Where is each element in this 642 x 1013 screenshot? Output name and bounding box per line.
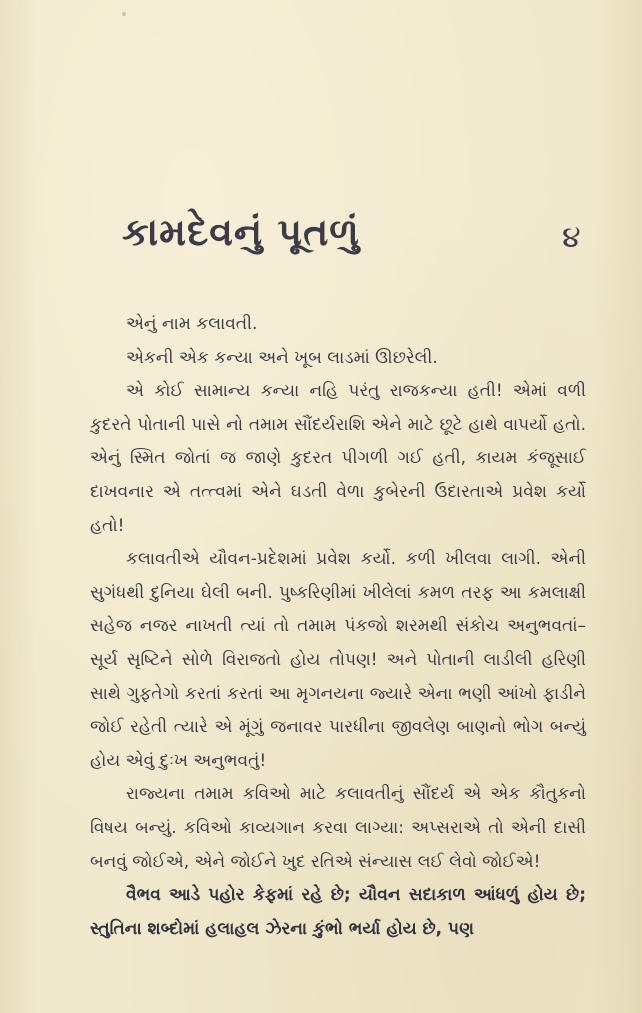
paragraph-4: કલાવતીએ યૌવન-પ્રદેશમાં પ્રવેશ કર્યો. કળી ખીલવા લાગી. એની સુગંધથી દુનિયા ઘેલી બની. પુષ્કરિણીમાં ખીલેલાં કમળ તરફ આ કમલાક્ષી સહેજ નજર નાખતી ત્યાં તો તમામ પંકજો શરમથી સંકોચ અનુભવતાં–સૂર્ય સૃષ્ટિને સોળે વિરાજતો હોય તોપણ! અને પોતાની લાડીલી હરિણી સાથે ગુફતેગો કરતાં કરતાં આ મૃગનયના જ્યારે એના ભણી આંખો ફાડીને જોઈ રહેતી ત્યારે એ મૂંગું જનાવર પારધીના જીવલેણ બાણનો ભોગ બન્યું હોય એવું દુઃખ અનુભવતું! [90, 549, 586, 771]
paper-speck [122, 12, 126, 16]
chapter-title: કામદેવનું પૂતળું [122, 210, 360, 254]
chapter-number: ૪ [562, 220, 581, 255]
chapter-body [90, 308, 586, 946]
paragraph-6: વૈભવ આડે પહોર કેફમાં રહે છે; યૌવન સદાકાળ આંધળું હોય છે; સ્તુતિના શબ્દોમાં હલાહલ ઝેરના કુંભો ભર્યા હોય છે, પણ [90, 885, 586, 939]
paragraph-2: એકની એક કન્યા અને ખૂબ લાડમાં ઊછરેલી. [126, 347, 438, 368]
paragraph-5: રાજ્યના તમામ કવિઓ માટે કલાવતીનું સૌંદર્ય એ એક કૌતુકનો વિષય બન્યું. કવિઓ કાવ્યગાન કરવા લાગ્યા: અપ્સરાએ તો એની દાસી બનવું જોઈએ, એને જોઈને ખુદ રતિએ સંન્યાસ લઈ લેવો જોઈએ! [90, 784, 586, 872]
paragraph-3: એ કોઈ સામાન્ય કન્યા નહિ પરંતુ રાજકન્યા હતી! એમાં વળી કુદરતે પોતાની પાસે નો તમામ સૌંદર્યરાશિ એને માટે છૂટે હાથે વાપર્યો હતો. એનું સ્મિત જોતાં જ જાણે કુદરત પીગળી ગઈ હતી, કાયમ કંજૂસાઈ દાખવનાર એ તત્ત્વમાં એને ઘડતી વેળા કુબેરની ઉદારતાએ પ્રવેશ કર્યો હતો! [90, 381, 586, 536]
paragraph-1: એનું નામ કલાવતી. [126, 314, 258, 334]
